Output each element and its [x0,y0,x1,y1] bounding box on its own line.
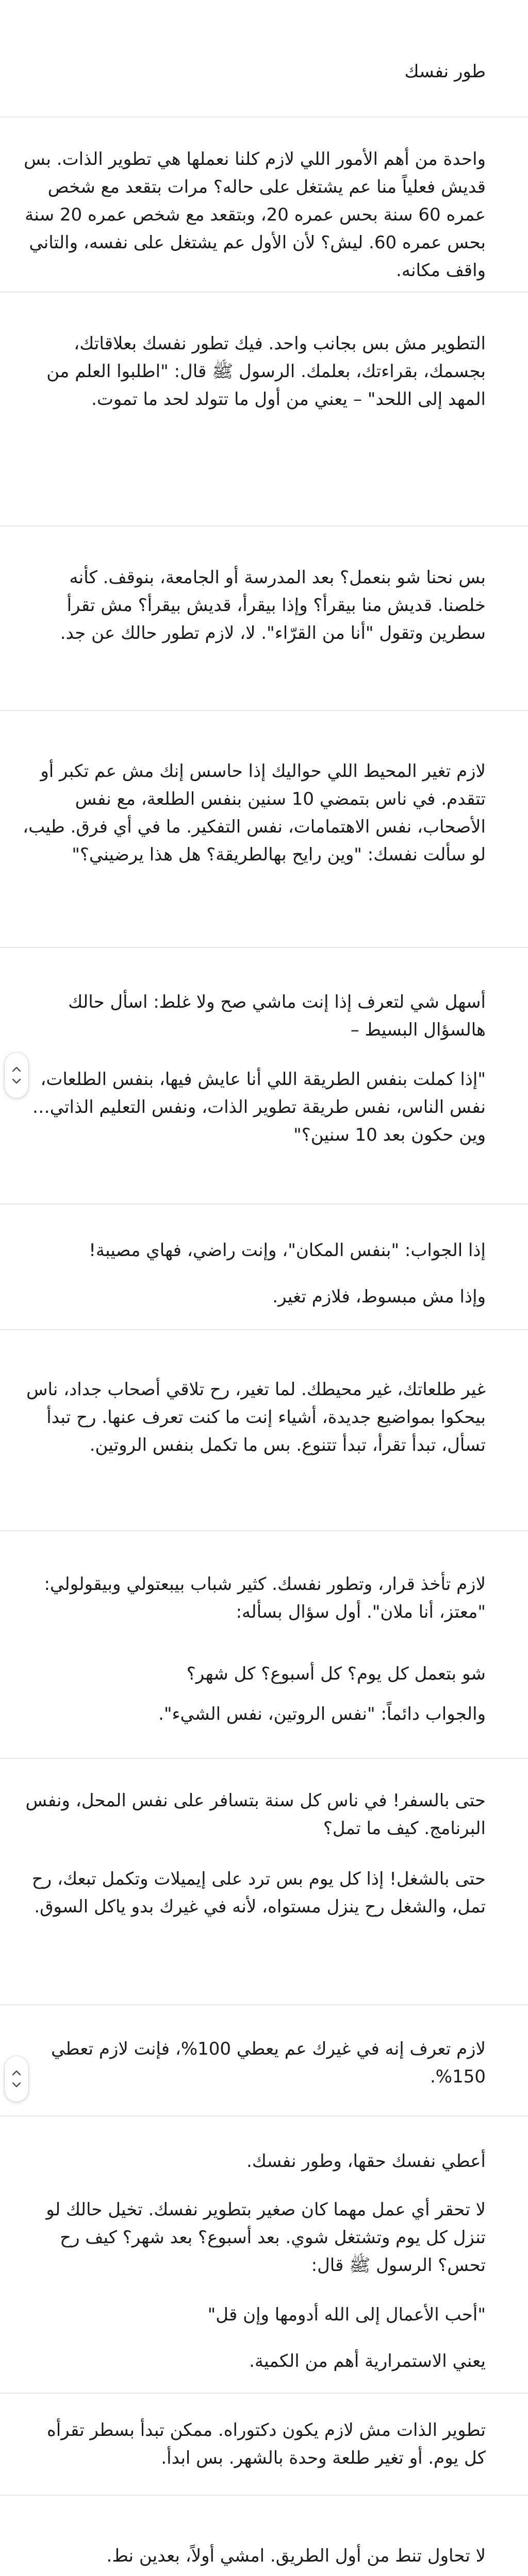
paragraph-3: بس نحنا شو بنعمل؟ بعد المدرسة أو الجامعة، بنوقف. كأنه خلصنا. قديش منا بيقرأ؟ وإذا بيقرأ، قديش بيقرأ؟ مش تقرأ سطرين وتقول "أنا من القرّاء". لا، لازم تطور حالك عن جد. [60,567,486,643]
paragraph-9: غير طلعاتك، غير محيطك. لما تغير، رح تلاقي أصحاب جداد، ناس بيحكوا بمواضيع جديدة، أشياء إنت ما كنت تعرف عنها. رح تبدأ تسأل، تبدأ تقرأ، تبدأ تتنوع. بس ما تكمل بنفس الروتين. [26,1379,486,1455]
paragraph-16: أعطي نفسك حقها، وطور نفسك. [246,2151,486,2172]
paragraph-15: لازم تعرف إنه في غيرك عم يعطي 100%، فإنت لازم تعطي 150%. [51,2039,486,2087]
paragraph-18: "أحب الأعمال إلى الله أدومها وإن قل" [207,2304,486,2325]
paragraph-1: واحدة من أهم الأمور اللي لازم كلنا نعملها هي تطوير الذات. بس قديش فعلياً منا عم يشتغل على حاله؟ مرات بتقعد مع شخص عمره 60 سنة بحس عمره 20، وبتقعد مع شخص عمره 20 سنة بحس عمره 60. ليش؟ لأن الأول عم يشتغل على نفسه، والتاني واقف مكانه. [24,149,486,281]
paragraph-13: حتى بالسفر! في ناس كل سنة بتسافر على نفس المحل، ونفس البرنامج. كيف ما تمل؟ [25,1790,486,1839]
paragraph-10: لازم تأخذ قرار، وتطور نفسك. كثير شباب بيبعتولي وبيقولولي: "معتز، أنا ملان". أول سؤال بسأله: [44,1574,486,1622]
up-down-chevron-icon [11,2065,22,2093]
paragraph-12: والجواب دائماً: "نفس الروتين، نفس الشيء". [158,1704,486,1724]
divider [0,1758,528,1759]
divider [0,2004,528,2005]
paragraph-21: لا تحاول تنط من أول الطريق. امشي أولاً، بعدين نط. [106,2546,486,2566]
paragraph-17: لا تحقر أي عمل مهما كان صغير بتطوير نفسك. تخيل حالك لو تنزل كل يوم وتشتغل شوي. بعد أسبوع؟ بعد شهر؟ كيف رح تحس؟ الرسول ﷺ قال: [46,2199,486,2276]
paragraph-20: تطوير الذات مش لازم يكون دكتوراه. ممكن تبدأ بسطر تقرأه كل يوم. أو تغير طلعة وحدة بالشهر. بس ابدأ. [46,2420,486,2468]
divider [0,526,528,527]
paragraph-11: شو بتعمل كل يوم؟ كل أسبوع؟ كل شهر؟ [186,1664,486,1684]
paragraph-6: "إذا كملت بنفس الطريقة اللي أنا عايش فيها، بنفس الطلعات، نفس الناس، نفس طريقة تطوير الذات، ونفس التعليم الذاتي… وين حكون بعد 10 سنين؟" [32,1069,486,1145]
divider [0,947,528,948]
divider [0,2115,528,2116]
paragraph-7: إذا الجواب: "بنفس المكان"، وإنت راضي، فهاي مصيبة! [89,1240,486,1261]
paragraph-5: أسهل شي لتعرف إذا إنت ماشي صح ولا غلط: اسأل حالك هالسؤال البسيط – [68,992,486,1040]
divider [0,1530,528,1531]
divider [0,710,528,711]
divider [0,116,528,117]
up-down-chevron-icon [11,1061,22,1089]
paragraph-14: حتى بالشغل! إذا كل يوم بس ترد على إيميلات وتكمل تبعك، رح تمل، والشغل رح ينزل مستواه، لأنه في غيرك بدو ياكل السوق. [31,1869,486,1917]
paragraph-19: يعني الاستمرارية أهم من الكمية. [249,2351,486,2371]
divider [0,1204,528,1205]
paragraph-4: لازم تغير المحيط اللي حواليك إذا حاسس إنك مش عم تكبر أو تتقدم. في ناس بتمضي 10 سنين بنفس الطلعة، مع نفس الأصحاب، نفس الاهتمامات، نفس التفكير. ما في أي فرق. طيب، لو سألت نفسك: "وين رايح بهالطريقة؟ هل هذا يرضيني؟" [23,761,486,865]
paragraph-2: التطوير مش بس بجانب واحد. فيك تطور نفسك بعلاقاتك، بجسمك، بقراءتك، بعلمك. الرسول ﷺ قال: "اطلبوا العلم من المهد إلى اللحد" – يعني من أول ما تتولد لحد ما تموت. [46,333,486,410]
divider [0,1329,528,1330]
divider [0,2393,528,2394]
scroll-control-button[interactable] [4,1052,29,1098]
divider [0,2495,528,2496]
divider [0,292,528,293]
scroll-control-button[interactable] [4,2056,29,2102]
post-title: طور نفسك [404,61,486,82]
paragraph-8: وإذا مش مبسوط، فلازم تغير. [272,1286,486,1307]
